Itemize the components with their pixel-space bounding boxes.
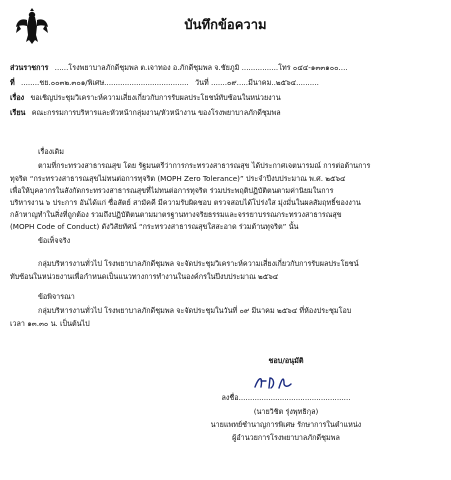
to-row (10, 108, 281, 118)
signer-position-1: นายแพทย์ชำนาญการพิเศษ รักษาการในตำแหน่ง (210, 420, 362, 429)
memo-title: บันทึกข้อความ (184, 18, 267, 33)
heading-background: เรื่องเดิม (38, 147, 65, 156)
facts-line-2: ทับซ้อนในหน่วยงานเพื่อกำหนดเป็นแนวทางการทำงานในองค์กรในปีงบประมาณ ๒๕๖๔ (10, 272, 279, 281)
approve-label: ชอบ/อนุมัติ (268, 356, 304, 365)
facts-line-1: กลุ่มบริหารงานทั่วไป โรงพยาบาลภักดีชุมพล จะจัดประชุมวิเคราะห์ความเสี่ยงเกี่ยวกับการรับผลประโยชน์ (38, 259, 359, 268)
consideration-line-1: กลุ่มบริหารงานทั่วไป โรงพยาบาลภักดีชุมพล จะจัดประชุมในวันที่ ๐๙ มีนาคม ๒๕๖๔ ที่ห้องประชุมโอบ (38, 306, 352, 315)
subject-label: เรื่อง (10, 93, 25, 102)
subject-value: ขอเชิญประชุมวิเคราะห์ความเสี่ยงเกี่ยวกับการรับผลประโยชน์ทับซ้อนในหน่วยงาน (30, 93, 281, 102)
agency-value: ......โรงพยาบาลภักดีชุมพล ต.เจาทอง อ.ภักดีชุมพล จ.ชัยภูมิ ................โทร ๐๔๔-๑๓๓๑๐๐.... (54, 63, 348, 72)
background-line-5: กล้าหาญทำในสิ่งที่ถูกต้อง รวมถึงปฏิบัติตนตามมาตรฐานทางจริยธรรมและจรรยาบรรณกระทรวงสาธารณสุข (10, 210, 342, 219)
background-line-4: บริหารงาน ๖ ประการ อันได้แก่ ซื่อสัตย์ สามัคคี มีความรับผิดชอบ ตรวจสอบได้โปร่งใส มุ่งมั่นในผลสัมฤทธิ์ของงาน (10, 198, 361, 207)
agency-row (10, 63, 348, 73)
agency-label: ส่วนราชการ (10, 63, 49, 72)
consideration-line-2: เวลา ๑๓.๓๐ น. เป็นต้นไป (10, 319, 90, 328)
background-line-2: ทุจริต “กระทรวงสาธารณสุขไม่ทนต่อการทุจริต (MOPH Zero Tolerance)” ประจำปีงบประมาณ พ.ศ. ๒๕๖๔ (10, 174, 346, 183)
background-line-6: (MOPH Code of Conduct) ดังวิสัยทัศน์ “กระทรวงสาธารณสุขใสสะอาด ร่วมต้านทุจริต” นั้น (10, 222, 299, 231)
heading-consideration: ข้อพิจารณา (38, 292, 75, 301)
heading-facts: ข้อเท็จจริง (38, 236, 71, 245)
ref-label: ที่ (10, 78, 15, 87)
date-value: .......๐๙.....มีนาคม..๒๕๖๔.......... (211, 78, 319, 87)
handwritten-signature-icon (251, 372, 301, 392)
to-value: คณะกรรมการบริหารและหัวหน้ากลุ่มงาน/หัวหน้างาน ของโรงพยาบาลภักดีชุมพล (31, 108, 281, 117)
background-line-1: ตามที่กระทรวงสาธารณสุข โดย รัฐมนตรีว่าการกระทรวงสาธารณสุข ได้ประกาศเจตนารมณ์ การต่อต้านการ (38, 161, 371, 170)
to-label: เรียน (10, 108, 26, 117)
sign-line: ลงชื่อ................................................. (221, 393, 351, 402)
date-label: วันที่ (195, 78, 209, 87)
background-line-3: เพื่อให้บุคลากรในสังกัดกระทรวงสาธารณสุขที่ไม่ทนต่อการทุจริต ร่วมประพฤติปฏิบัติตนตามค่านิยมในการ (10, 186, 334, 195)
ref-date-row (10, 78, 319, 88)
ref-value: ........ชย.๐๐๓๒.๓๐๑/พิเศษ..................................... (21, 78, 189, 87)
signer-name: (นายวิชิต รุ่งพุทธิกุล) (253, 407, 319, 416)
subject-row (10, 93, 281, 103)
signer-position-2: ผู้อำนวยการโรงพยาบาลภักดีชุมพล (232, 433, 340, 442)
